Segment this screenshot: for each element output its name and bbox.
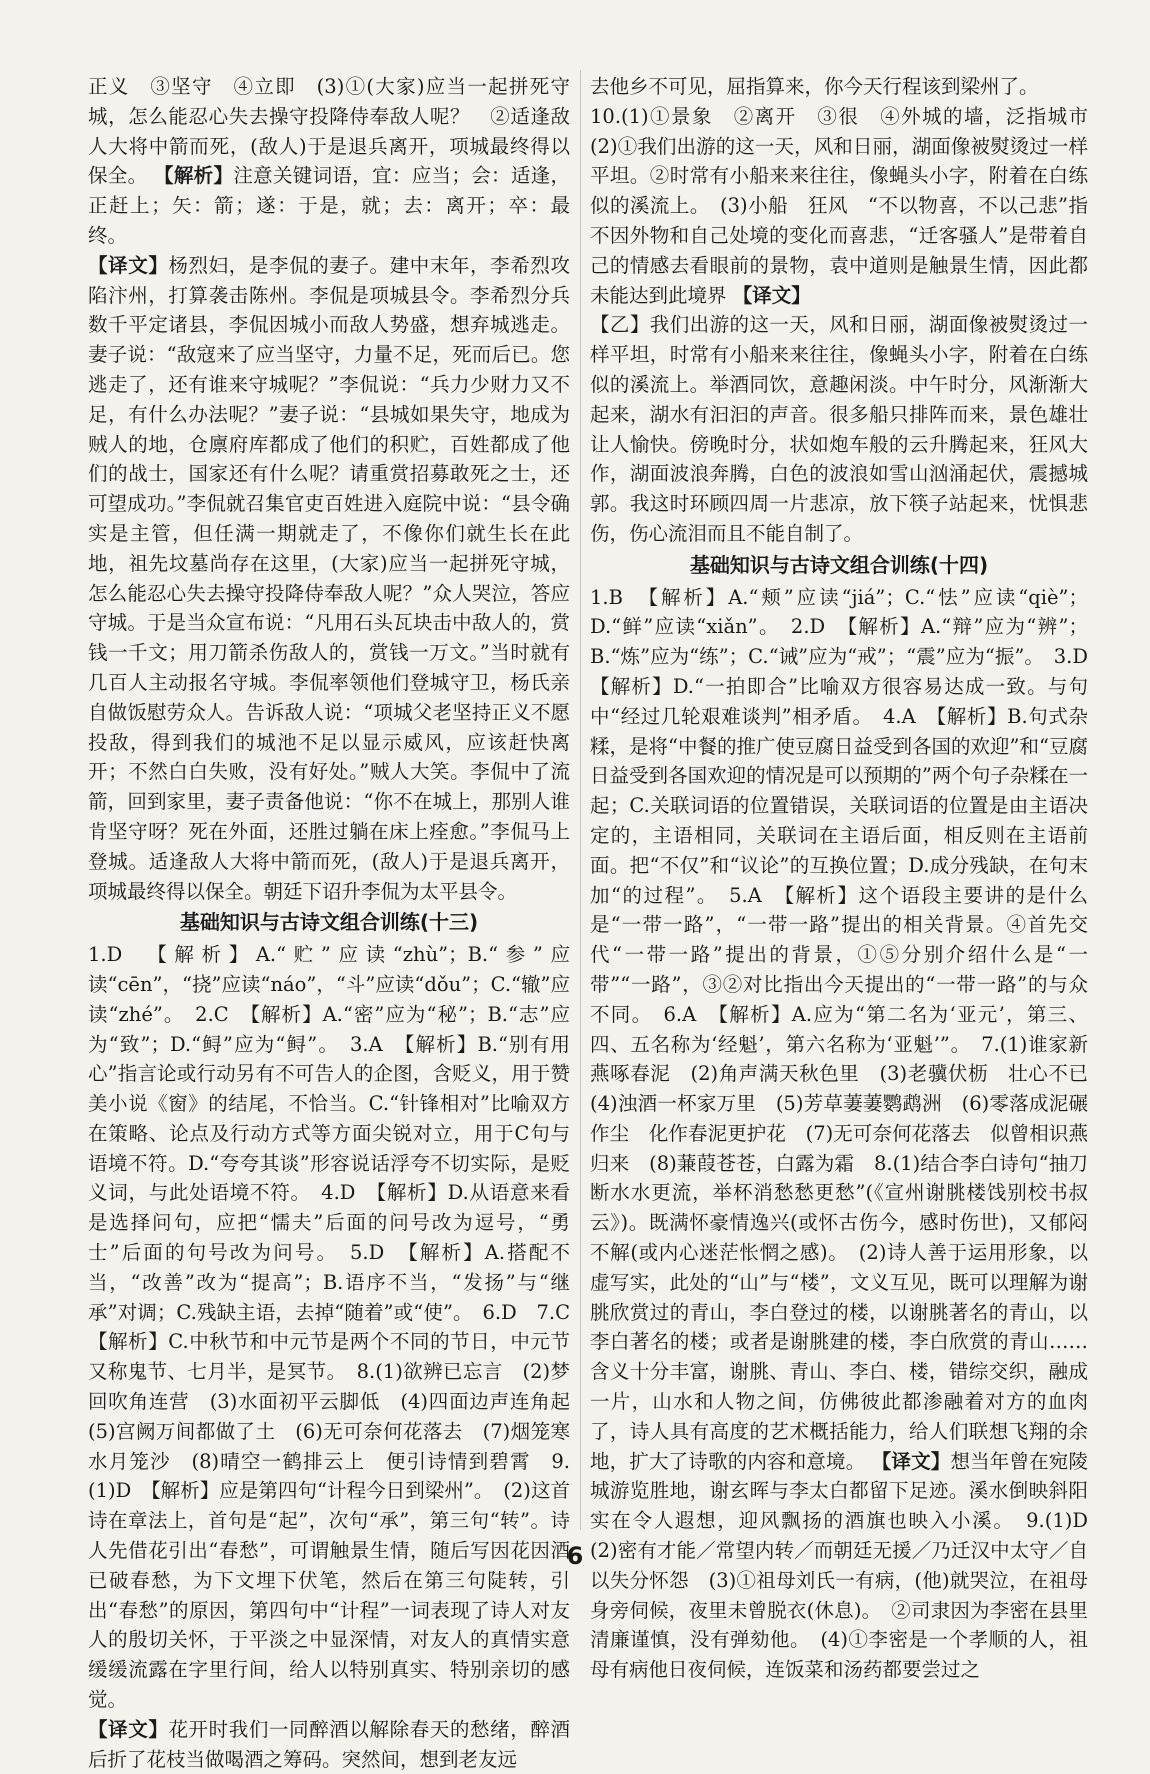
left-column bbox=[88, 72, 590, 1771]
answers-section-13: 1.D 【解析】A.“贮”应读“zhù”；B.“参”应读“cēn”，“挠”应读“náo”，“斗”应读“dǒu”；C.“辙”应读“zhé”。 2.C 【解析】A.“密”应为“秘”；B.“志”应为“致”；D.“鲟”应为“鲟”。 3.A 【解析】B.“别有用心”指言论或行动另有不可告人的企图，含贬义，用于赞美小说《窗》的结尾，不恰当。C.“针锋相对”比喻双方在策略、论点及行动方式等方面尖锐对立，用于C句与语境不符。D.“夸夸其谈”形容说话浮夸不切实际，是贬义词，与此处语境不符。 4.D 【解析】D.从语意来看是选择问句，应把“懦夫”后面的问号改为逗号，“勇士”后面的句号改为问号。 5.D 【解析】A.搭配不当，“改善”改为“提高”；B.语序不当，“发扬”与“继承”对调；C.残缺主语，去掉“随着”或“使”。 6.D 7.C 【解析】C.中秋节和中元节是两个不同的节日，中元节又称鬼节、七月半，是冥节。 8.(1)欲辨已忘言 (2)梦回吹角连营 (3)水面初平云脚低 (4)四面边声连角起 (5)宫阙万间都做了土 (6)无可奈何花落去 (7)烟笼寒水月笼沙 (8)晴空一鹤排云上 便引诗情到碧霄 9.(1)D 【解析】应是第四句“计程今日到梁州”。 (2)这首诗在章法上，首句是“起”，次句“承”，第三句“转”。诗人先借花引出“春愁”，可谓触景生情，随后写因花因酒已破春愁，为下文埋下伏笔，然后在第三句陡转，引出“春愁”的原因，第四句中“计程”一词表现了诗人对友人的殷切关怀，于平淡之中显深情，对友人的真情实意缓缓流露在字里行间，给人以特别真实、特别亲切的感觉。 bbox=[88, 943, 590, 1712]
section-title-13: 基础知识与古诗文组合训练(十三) bbox=[179, 910, 479, 935]
translation-paragraph: 【译文】花开时我们一同醉酒以解除春天的愁绪，醉酒后折了花枝当做喝酒之筹码。突然间，想到老友远 bbox=[88, 1717, 570, 1771]
continued-paragraph: 去他乡不可见，屈指算来，你今天行程该到梁州了。 bbox=[590, 75, 1039, 98]
answer-paragraph: 正义 ③坚守 ④立即 (3)①(大家)应当一起拼死守城，怎么能忍心失去操守投降侍奉敌人呢？ ②适逢敌人大将中箭而死，(敌人)于是退兵离开，项城最终得以保全。 【解析】注意关键词语，宜：应当；会：适逢，正赶上；矢：箭；遂：于是，就；去：离开；卒：最终。 bbox=[88, 75, 570, 247]
section-title-14: 基础知识与古诗文组合训练(十四) bbox=[689, 552, 989, 577]
translation-tag: 【译文】 bbox=[88, 1717, 169, 1741]
translation-paragraph: 【乙】我们出游的这一天，风和日丽，湖面像被熨烫过一样平坦，时常有小船来来往往，像蝇头小字，附着在白练似的溪流上。举酒同饮，意趣闲淡。中午时分，风渐渐大起来，湖水有汩汩的声音。很多船只排阵而来，景色雄壮让人愉快。傍晚时分，状如炮车般的云升腾起来，狂风大作，湖面波浪奔腾，白色的波浪如雪山汹涌起伏，震撼城郭。我这时环顾四周一片悲凉，放下筷子站起来，忧惧悲伤，伤心流泪而且不能自制了。 bbox=[590, 313, 1088, 545]
page-number: 6 bbox=[566, 1542, 584, 1570]
translation-tag: 【译文】 bbox=[88, 253, 169, 277]
analysis-tag: 【解析】 bbox=[154, 164, 234, 188]
translation-tag: 【译文】 bbox=[871, 1449, 951, 1473]
translation-paragraph: 【译文】杨烈妇，是李侃的妻子。建中末年，李希烈攻陷汴州，打算袭击陈州。李侃是项城县令。李希烈分兵数千平定诸县，李侃因城小而敌人势盛，想弃城逃走。妻子说：“敌寇来了应当坚守，力量不足，死而后已。您逃走了，还有谁来守城呢？”李侃说：“兵力少财力又不足，有什么办法呢？”妻子说：“县城如果失守，地成为贼人的地，仓廪府库都成了他们的积贮，百姓都成了他们的战士，国家还有什么呢？请重赏招募敢死之士，还可望成功。”李侃就召集官吏百姓进入庭院中说：“县令确实是主管，但任满一期就走了，不像你们就生长在此地，祖先坟墓尚存在这里，(大家)应当一起拼死守城，怎么能忍心失去操守投降侍奉敌人呢？”众人哭泣，答应守城。于是当众宣布说：“凡用石头瓦块击中敌人的，赏钱一千文；用刀箭杀伤敌人的，赏钱一万文。”当时就有几百人主动报名守城。李侃率领他们登城守卫，杨氏亲自做饭慰劳众人。告诉敌人说：“项城父老坚持正义不愿投敌，得到我们的城池不足以显示威风，应该赶快离开；不然白白失败，没有好处。”贼人大笑。李侃中了流箭，回到家里，妻子责备他说：“你不在城上，那别人谁肯坚守呀？死在外面，还胜过躺在床上痊愈。”李侃马上登城。适逢敌人大将中箭而死，(敌人)于是退兵离开，项城最终得以保全。朝廷下诏升李侃为太平县令。 bbox=[88, 253, 570, 903]
right-column bbox=[590, 72, 1108, 1682]
answer-paragraph: 10.(1)①景象 ②离开 ③很 ④外城的墙，泛指城市 (2)①我们出游的这一天，风和日丽，湖面像被熨烫过一样平坦。②时常有小船来来往往，像蝇头小字，附着在白练似的溪流上。 (3)小船 狂风 “不以物喜，不以己悲”指不因外物和自己处境的变化而喜悲，“迁客骚人”是带着自己的情感去看眼前的景物，袁中道则是触景生情，因此都未能达到此境界 【译文】 bbox=[590, 104, 1108, 307]
translation-tag: 【译文】 bbox=[732, 283, 811, 307]
answers-section-14: 1.B 【解析】A.“颊”应读“jiá”；C.“怯”应读“qiè”；D.“鲜”应读“xiǎn”。 2.D 【解析】A.“辩”应为“辨”；B.“炼”应为“练”；C.“诫”应为“戒”；“震”应为“振”。 3.D 【解析】D.“一拍即合”比喻双方很容易达成一致。与句中“经过几轮艰难谈判”相矛盾。 4.A 【解析】B.句式杂糅，是将“中餐的推广使豆腐日益受到各国的欢迎”和“豆腐日益受到各国欢迎的情况是可以预期的”两个句子杂糅在一起；C.关联词语的位置错误，关联词语的位置是由主语决定的，主语相同，关联词在主语后面，相反则在主语前面。把“不仅”和“议论”的互换位置；D.成分残缺，在句末加“的过程”。 5.A 【解析】这个语段主要讲的是什么是“一带一路”，“一带一路”提出的相关背景。④首先交代“一带一路”提出的背景，①⑤分别介绍什么是“一带”“一路”，③②对比指出今天提出的“一带一路”的与众不同。 6.A 【解析】A.应为“第二名为‘亚元’，第三、四、五名称为‘经魁’，第六名称为‘亚魁’”。 7.(1)谁家新燕啄春泥 (2)角声满天秋色里 (3)老骥伏枥 壮心不已 (4)浊酒一杯家万里 (5)芳草萋萋鹦鹉洲 (6)零落成泥碾作尘 化作春泥更护花 (7)无可奈何花落去 似曾相识燕归来 (8)蒹葭苍苍，白露为霜 8.(1)结合李白诗句“抽刀断水水更流，举杯消愁愁更愁”(《宣州谢朓楼饯别校书叔云》)。既满怀豪情逸兴(或怀古伤今，感时伤世)，又郁闷不解(或内心迷茫怅惘之感)。 (2)诗人善于运用形象，以虚写实，此处的“山”与“楼”，文义互见，既可以理解为谢朓欣赏过的青山，李白登过的楼，以谢朓著名的青山，以李白著名的楼；或者是谢朓建的楼，李白欣赏的青山……含义十分丰富，谢朓、青山、李白、楼，错综交织，融成一片，山水和人物之间，仿佛彼此都渗融着对方的血肉了，诗人具有高度的艺术概括能力，给人们联想飞翔的余地，扩大了诗歌的内容和意境。 【译文】想当年曾在宛陵城游览胜地，谢玄晖与李太白都留下足迹。溪水倒映斜阳实在令人遐想，迎风飘扬的酒旗也映入小溪。 9.(1)D (2)密有才能／常望内转／而朝廷无援／乃迁汉中太守／自以失分怀怨 (3)①祖母刘氏一有病，(他)就哭泣，在祖母身旁伺候，夜里未曾脱衣(休息)。 ②司隶因为李密在县里清廉谨慎，没有弹劾他。 (4)①李密是一个孝顺的人，祖母有病他日夜伺候，连饭菜和汤药都要尝过之 bbox=[590, 585, 1108, 1682]
